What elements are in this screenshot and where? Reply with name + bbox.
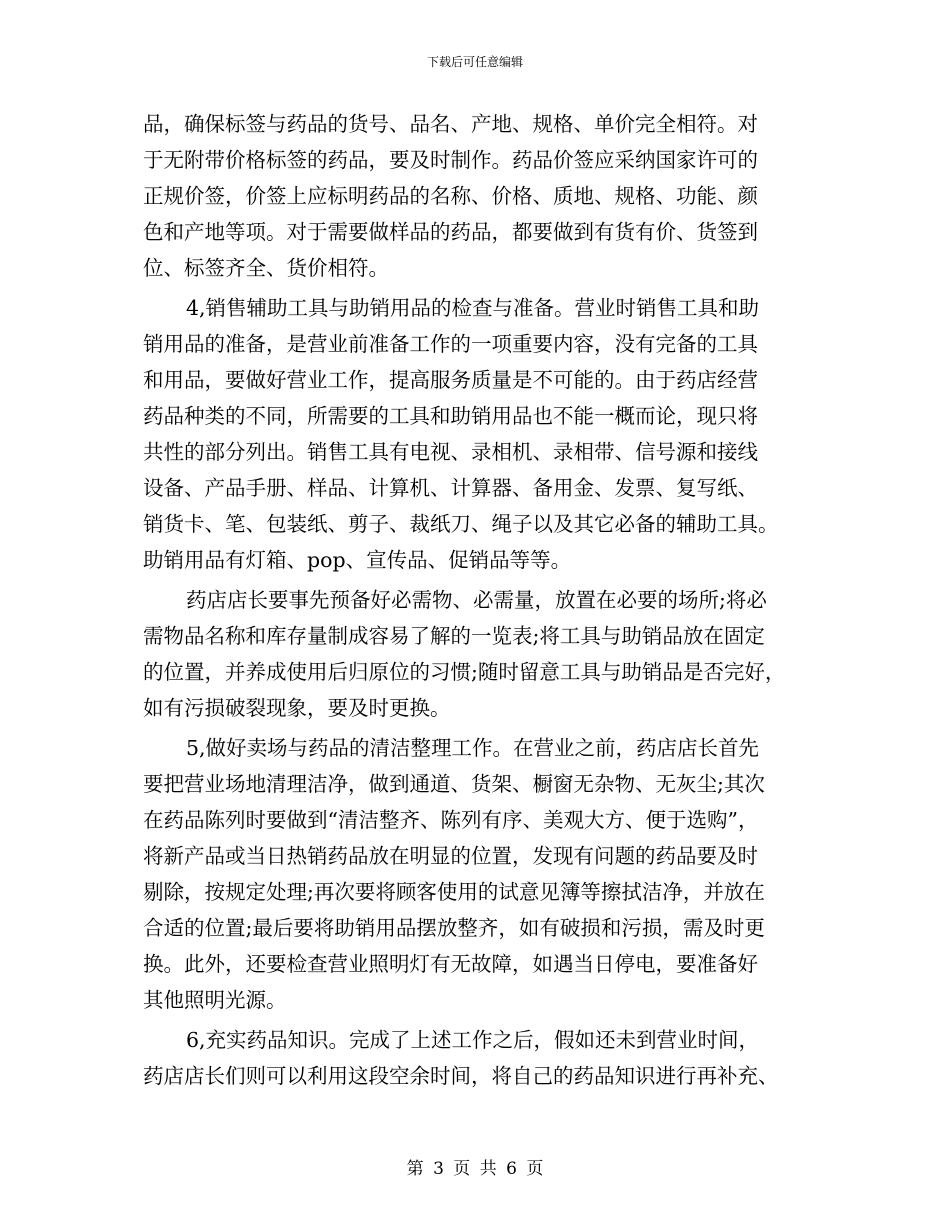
text-line: 共性的部分列出。销售工具有电视、录相机、录相带、信号源和接线 xyxy=(143,440,758,464)
text-line: 换。此外，还要检查营业照明灯有无故障，如遇当日停电，要准备好 xyxy=(143,952,758,976)
page-number-footer: 第 3 页 共 6 页 xyxy=(406,1159,544,1179)
text-line: 药店店长们则可以利用这段空余时间，将自己的药品知识进行再补充、 xyxy=(143,1064,779,1088)
text-line: 位、标签齐全、货价相符。 xyxy=(143,256,389,280)
paragraph-first-line: 药店店长要事先预备好必需物、必需量，放置在必要的场所;将必 xyxy=(186,588,767,612)
text-line: 需物品名称和库存量制成容易了解的一览表;将工具与助销品放在固定 xyxy=(143,624,765,648)
text-line: 助销用品有灯箱、pop、宣传品、促销品等等。 xyxy=(143,548,572,572)
text-line: 如有污损破裂现象，要及时更换。 xyxy=(143,696,451,720)
page-header: 下载后可任意编辑 xyxy=(426,55,523,69)
text-line: 销货卡、笔、包装纸、剪子、裁纸刀、绳子以及其它必备的辅助工具。 xyxy=(143,512,779,536)
text-line: 将新产品或当日热销药品放在明显的位置，发现有问题的药品要及时 xyxy=(143,844,758,868)
text-line: 正规价签，价签上应标明药品的名称、价格、质地、规格、功能、颜 xyxy=(143,184,758,208)
text-line: 的位置，并养成使用后归原位的习惯;随时留意工具与助销品是否完好， xyxy=(143,660,786,684)
text-line: 和用品，要做好营业工作，提高服务质量是不可能的。由于药店经营 xyxy=(143,368,758,392)
text-line: 设备、产品手册、样品、计算机、计算器、备用金、发票、复写纸、 xyxy=(143,476,758,500)
document-body xyxy=(143,106,818,1094)
paragraph-first-line: 5,做好卖场与药品的清洁整理工作。在营业之前，药店店长首先 xyxy=(186,736,760,760)
text-line: 要把营业场地清理洁净，做到通道、货架、橱窗无杂物、无灰尘;其次 xyxy=(143,772,765,796)
text-line: 剔除，按规定处理;再次要将顾客使用的试意见簿等擦拭洁净，并放在 xyxy=(143,880,765,904)
text-line: 销用品的准备，是营业前准备工作的一项重要内容，没有完备的工具 xyxy=(143,332,758,356)
text-line: 药品种类的不同，所需要的工具和助销用品也不能一概而论，现只将 xyxy=(143,404,758,428)
paragraph-first-line: 4,销售辅助工具与助销用品的检查与准备。营业时销售工具和助 xyxy=(186,296,760,320)
paragraph-first-line: 6,充实药品知识。完成了上述工作之后，假如还未到营业时间， xyxy=(186,1028,760,1052)
text-line: 合适的位置;最后要将助销用品摆放整齐，如有破损和污损，需及时更 xyxy=(143,916,765,940)
text-line: 在药品陈列时要做到“清洁整齐、陈列有序、美观大方、便于选购”， xyxy=(143,808,759,832)
text-line: 其他照明光源。 xyxy=(143,988,287,1012)
text-line: 品，确保标签与药品的货号、品名、产地、规格、单价完全相符。对 xyxy=(143,112,758,136)
text-line: 色和产地等项。对于需要做样品的药品，都要做到有货有价、货签到 xyxy=(143,220,758,244)
text-line: 于无附带价格标签的药品，要及时制作。药品价签应采纳国家许可的 xyxy=(143,148,758,172)
